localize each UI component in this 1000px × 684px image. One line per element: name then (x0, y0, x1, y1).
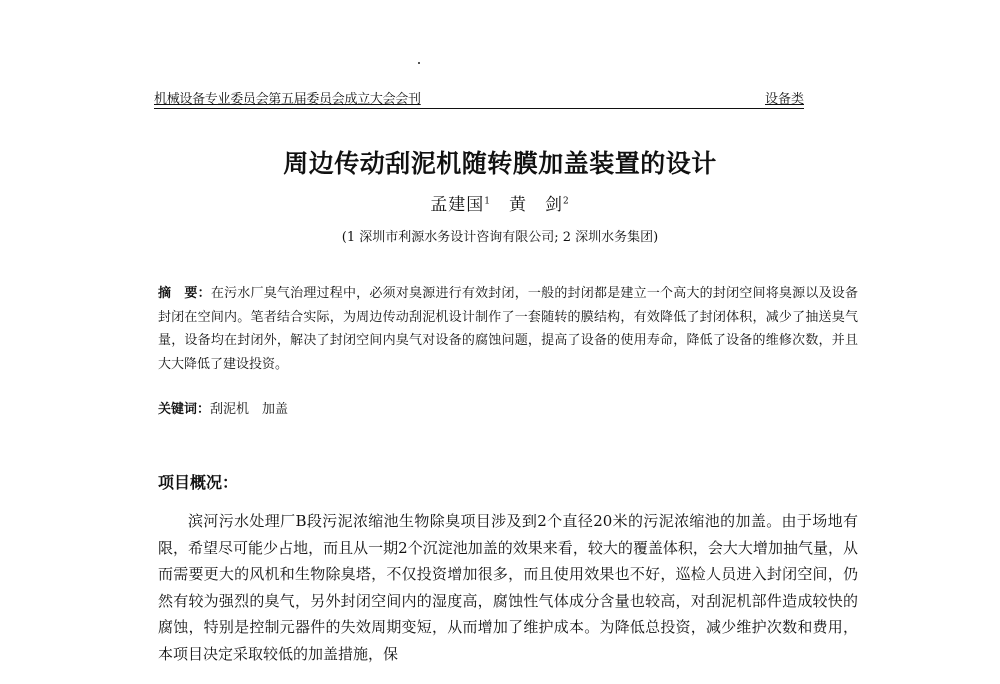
affiliation: (1 深圳市利源水务设计咨询有限公司; 2 深圳水务集团) (341, 230, 659, 245)
scan-speck (418, 62, 420, 64)
section-paragraph: 滨河污水处理厂B段污泥浓缩池生物除臭项目涉及到2个直径20米的污泥浓缩池的加盖。由于场地有限，希望尽可能少占地，而且从一期2个沉淀池加盖的效果来看，较大的覆盖体积，会大大增加抽气量，从而需要更大的风机和生物除臭塔，不仅投资增加很多，而且使用效果也不好，巡检人员进入封闭空间，仍然有较为强烈的臭气，另外封闭空间内的湿度高，腐蚀性气体成分含量也较高，对刮泥机部件造成较快的腐蚀，特别是控制元器件的失效周期变短，从而增加了维护成本。为降低总投资，减少维护次数和费用，本项目决定采取较低的加盖措施，保 (158, 512, 858, 663)
keywords (158, 398, 288, 417)
author-2-affiliation-mark: 2 (563, 196, 570, 207)
author-1-affiliation-mark: 1 (484, 196, 491, 207)
abstract-text: 在污水厂臭气治理过程中，必须对臭源进行有效封闭，一般的封闭都是建立一个高大的封闭空间将臭源以及设备封闭在空间内。笔者结合实际，为周边传动刮泥机设计制作了一套随转的膜结构，有效降低了封闭体积，减少了抽送臭气量，设备均在封闭外，解决了封闭空间内臭气对设备的腐蚀问题，提高了设备的使用寿命，降低了设备的维修次数，并且大大降低了建设投资。 (158, 286, 858, 372)
author-2: 黄 剑 (509, 195, 563, 215)
author-line (0, 190, 1000, 215)
paper-title: 周边传动刮泥机随转膜加盖装置的设计 (283, 149, 717, 178)
running-header (154, 88, 804, 109)
keywords-text: 刮泥机 加盖 (210, 402, 289, 417)
section-heading: 项目概况： (158, 473, 239, 492)
abstract (158, 282, 858, 376)
abstract-label: 摘 要： (158, 286, 211, 301)
keywords-label: 关键词： (158, 402, 211, 417)
author-1: 孟建国 (430, 195, 485, 215)
header-journal: 机械设备专业委员会第五届委员会成立大会会刊 (154, 92, 421, 107)
header-category: 设备类 (764, 92, 804, 107)
